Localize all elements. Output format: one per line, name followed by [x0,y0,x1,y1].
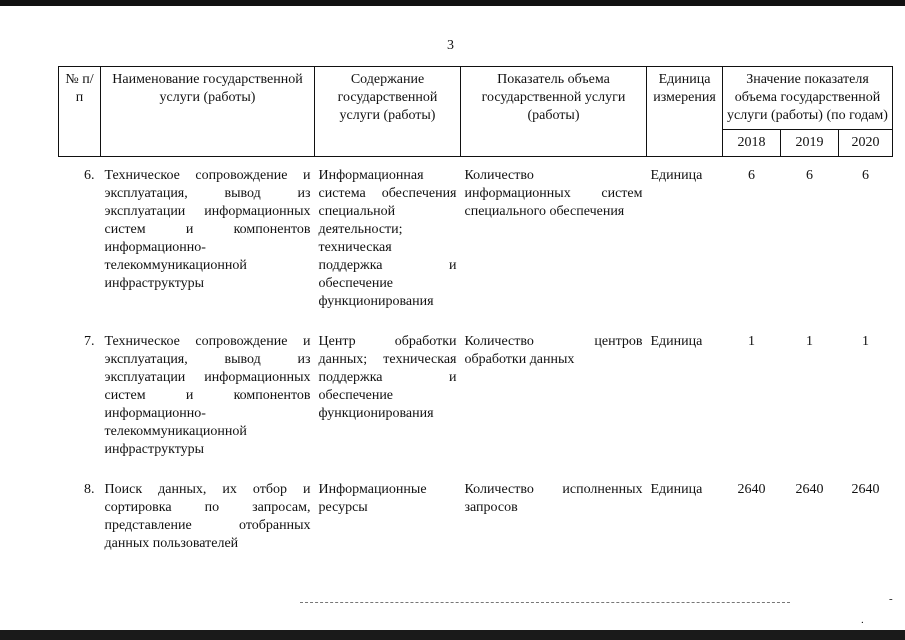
services-table [58,66,893,575]
table-row [59,157,893,334]
value-2018: 2640 [737,482,766,497]
header-unit: Единица измерения [647,67,723,157]
table-header [59,67,893,157]
unit-of-measure: Единица [650,168,703,183]
value-2020: 1 [862,334,869,349]
header-year-2019: 2019 [781,130,839,157]
value-2019: 2640 [795,482,824,497]
value-2020: 2640 [851,482,880,497]
unit-of-measure: Единица [650,334,703,349]
page-bottom-dashed-line [300,602,790,603]
value-2018: 6 [748,168,755,183]
header-name: Наименование государственной услуги (работы) [101,67,315,157]
row-num: 6. [84,168,95,183]
volume-indicator: Количество исполненных запросов [464,482,643,515]
service-content: Информационные ресурсы [318,482,427,515]
scan-mark: - [889,593,893,605]
scan-mark: . [861,614,864,626]
page-number: 3 [447,38,454,53]
header-num: № п/п [59,67,101,157]
volume-indicator: Количество центров обработки данных [464,334,643,367]
service-content: Центр обработки данных; техническая поддержка и обеспечение функционирования [318,334,457,421]
unit-of-measure: Единица [650,482,703,497]
table-body [59,157,893,576]
volume-indicator: Количество информационных систем специального обеспечения [464,168,643,219]
service-name: Поиск данных, их отбор и сортировка по запросам, представление отобранных данных пользователей [104,482,311,551]
bottom-border-line [0,630,905,640]
value-2020: 6 [862,168,869,183]
row-num: 7. [84,334,95,349]
value-2018: 1 [748,334,755,349]
top-border-line [0,0,905,6]
header-content: Содержание государственной услуги (работы) [315,67,461,157]
service-name: Техническое сопровождение и эксплуатация, вывод из эксплуатации информационных систем и компонентов информационно-телекоммуникационной инфраструктуры [104,168,311,291]
header-indicator: Показатель объема государственной услуги (работы) [461,67,647,157]
service-name: Техническое сопровождение и эксплуатация, вывод из эксплуатации информационных систем и компонентов информационно-телекоммуникационной инфраструктуры [104,334,311,457]
value-2019: 1 [806,334,813,349]
header-value: Значение показателя объема государственной услуги (работы) (по годам) [723,67,893,130]
header-year-2020: 2020 [839,130,893,157]
table-row [59,333,893,481]
header-year-2018: 2018 [723,130,781,157]
value-2019: 6 [806,168,813,183]
row-num: 8. [84,482,95,497]
service-content: Информационная система обеспечения специальной деятельности; техническая поддержка и обеспечение функционирования [318,168,457,309]
table-row [59,481,893,575]
